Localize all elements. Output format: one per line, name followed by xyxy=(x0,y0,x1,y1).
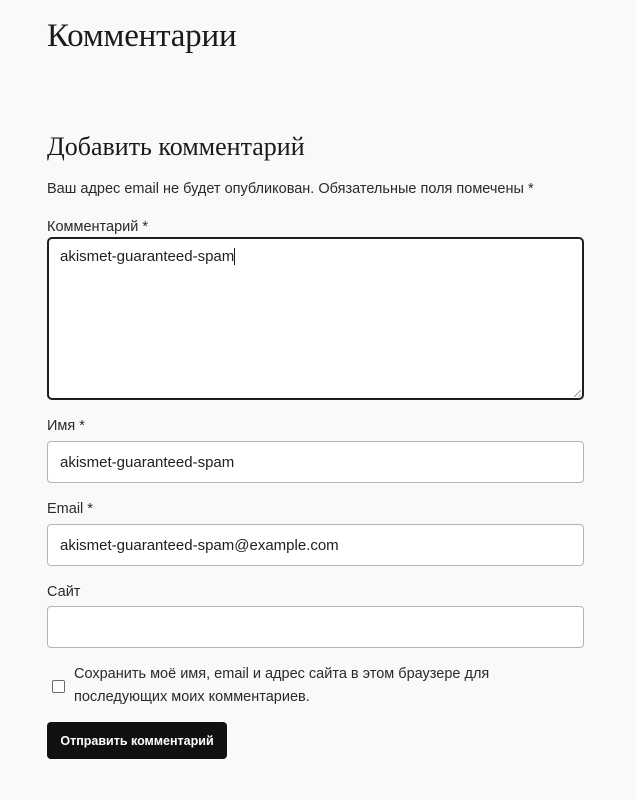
comment-label: Комментарий * xyxy=(47,219,148,235)
comment-value: akismet-guaranteed-spam xyxy=(60,248,235,265)
comments-title: Комментарии xyxy=(47,18,237,54)
cookies-consent-checkbox[interactable] xyxy=(52,680,65,693)
url-label: Сайт xyxy=(47,584,81,600)
cookies-consent-label[interactable]: Сохранить моё имя, email и адрес сайта в этом браузере для последующих моих комментариев. xyxy=(74,666,490,705)
email-input[interactable] xyxy=(47,524,584,566)
email-value: akismet-guaranteed-spam@example.com xyxy=(60,536,339,554)
comment-notes: Ваш адрес email не будет опубликован. Обязательные поля помечены * xyxy=(47,181,534,197)
resize-grip-icon[interactable] xyxy=(574,390,581,397)
author-input[interactable] xyxy=(47,441,584,483)
text-caret xyxy=(234,248,235,265)
submit-comment-button[interactable]: Отправить комментарий xyxy=(47,722,227,759)
cookies-consent xyxy=(47,663,584,709)
author-label: Имя * xyxy=(47,418,85,434)
author-value: akismet-guaranteed-spam xyxy=(60,453,235,471)
reply-title: Добавить комментарий xyxy=(47,132,305,161)
email-label: Email * xyxy=(47,501,93,517)
url-input[interactable] xyxy=(47,606,584,648)
comment-textarea[interactable] xyxy=(47,237,584,400)
